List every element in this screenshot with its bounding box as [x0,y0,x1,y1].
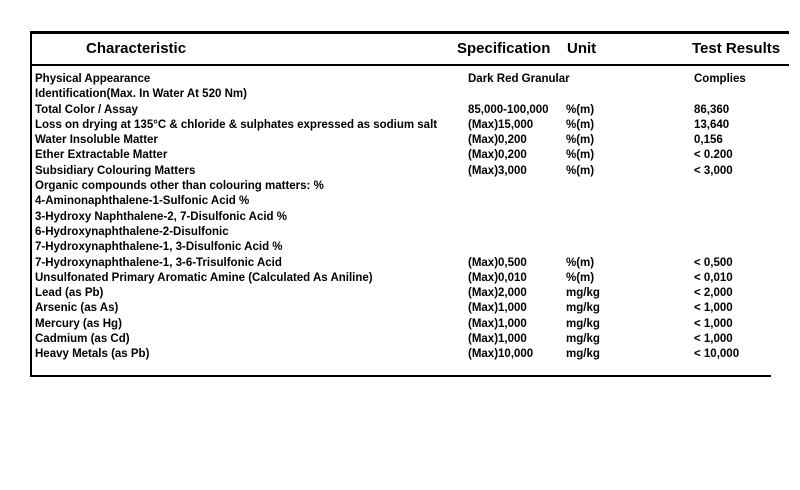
cell-test-result [694,179,771,194]
table-row [32,347,771,362]
cell-specification: (Max)1,000 [468,317,527,330]
cell-test-result: 0,156 [694,134,723,147]
cell-unit: mg/kg [566,333,600,346]
cell-unit [566,225,694,240]
table-row [32,118,771,133]
cell-unit: mg/kg [566,348,600,361]
table-row [32,271,771,286]
cell-unit: mg/kg [566,302,600,315]
cell-specification [468,87,566,102]
cell-test-result: < 1,000 [694,302,733,315]
cell-specification: (Max)0,010 [468,271,527,284]
cell-specification: (Max)0,200 [468,149,527,162]
cell-characteristic: Water Insoluble Matter [35,134,158,147]
cell-specification: (Max)0,500 [468,256,527,269]
cell-unit: %(m) [566,103,595,116]
cell-specification: (Max)0,200 [468,134,527,147]
cell-test-result: < 1,000 [694,317,733,330]
cell-test-result: < 0,010 [694,271,733,284]
cell-test-result [694,240,771,255]
cell-characteristic: Identification(Max. In Water At 520 Nm) [35,88,247,101]
cell-test-result: < 3,000 [694,164,733,177]
spec-table [30,31,789,377]
cell-specification: (Max)1,000 [468,302,527,315]
cell-characteristic: Physical Appearance [35,73,151,85]
cell-test-result: < 0,500 [694,256,733,269]
cell-unit [566,87,694,102]
cell-unit [566,72,694,87]
cell-unit: %(m) [566,118,595,131]
table-row [32,103,771,118]
cell-characteristic: Cadmium (as Cd) [35,333,130,346]
cell-test-result: Complies [694,73,746,85]
cell-test-result [694,225,771,240]
table-row [32,225,771,240]
table-row [32,194,771,209]
table-row [32,164,771,179]
cell-characteristic: Loss on drying at 135°C & chloride & sulphates expressed as sodium salt [35,118,438,131]
table-row [32,87,771,102]
cell-unit: mg/kg [566,287,600,300]
table-row [32,317,771,332]
cell-test-result: < 2,000 [694,287,733,300]
cell-test-result [694,194,771,209]
cell-unit [566,210,694,225]
cell-characteristic: Unsulfonated Primary Aromatic Amine (Calculated As Aniline) [35,271,373,284]
cell-test-result: 13,640 [694,118,730,131]
table-body [32,66,771,377]
table-row [32,148,771,163]
cell-characteristic: Ether Extractable Matter [35,149,168,162]
cell-characteristic: Arsenic (as As) [35,302,119,315]
cell-characteristic: 4-Aminonaphthalene-1-Sulfonic Acid % [35,195,250,208]
cell-characteristic: 7-Hydroxynaphthalene-1, 3-6-Trisulfonic Acid [35,256,282,269]
table-row [32,286,771,301]
cell-unit: %(m) [566,164,595,177]
cell-characteristic: 6-Hydroxynaphthalene-2-Disulfonic [35,225,229,238]
cell-specification: (Max)15,000 [468,118,534,131]
table-row [32,332,771,347]
cell-specification: (Max)3,000 [468,164,527,177]
cell-unit [566,240,694,255]
cell-unit: %(m) [566,271,595,284]
header-test-results: Test Results [692,40,781,57]
cell-characteristic: Mercury (as Hg) [35,317,122,330]
cell-test-result [694,210,771,225]
cell-specification [468,240,566,255]
cell-characteristic: Lead (as Pb) [35,287,104,300]
cell-test-result: 86,360 [694,103,730,116]
table-row [32,210,771,225]
cell-characteristic: 7-Hydroxynaphthalene-1, 3-Disulfonic Acid % [35,241,283,254]
cell-characteristic: Total Color / Assay [35,103,138,116]
cell-characteristic: Organic compounds other than colouring matters: % [35,180,324,193]
header-specification: Specification [457,40,551,57]
table-row [32,133,771,148]
cell-test-result: < 0.200 [694,149,733,162]
cell-specification: (Max)1,000 [468,333,527,346]
cell-unit: mg/kg [566,317,600,330]
cell-test-result [694,87,771,102]
cell-unit [566,194,694,209]
cell-test-result: < 10,000 [694,348,740,361]
cell-test-result: < 1,000 [694,333,733,346]
cell-specification: (Max)2,000 [468,287,527,300]
cell-characteristic: Subsidiary Colouring Matters [35,164,196,177]
header-unit: Unit [567,40,597,57]
cell-unit [566,179,694,194]
table-row [32,179,771,194]
cell-specification [468,225,566,240]
cell-unit: %(m) [566,256,595,269]
table-header-row [32,34,789,66]
cell-specification: 85,000-100,000 [468,103,549,116]
cell-specification: (Max)10,000 [468,348,534,361]
cell-specification [468,194,566,209]
cell-specification [468,210,566,225]
header-characteristic: Characteristic [86,40,187,57]
table-row [32,256,771,271]
cell-specification [468,179,566,194]
cell-unit: %(m) [566,149,595,162]
cell-specification: Dark Red Granular [468,73,570,85]
cell-characteristic: Heavy Metals (as Pb) [35,348,150,361]
table-row [32,72,771,87]
table-row [32,240,771,255]
table-row [32,301,771,316]
cell-characteristic: 3-Hydroxy Naphthalene-2, 7-Disulfonic Acid % [35,210,287,223]
cell-unit: %(m) [566,134,595,147]
